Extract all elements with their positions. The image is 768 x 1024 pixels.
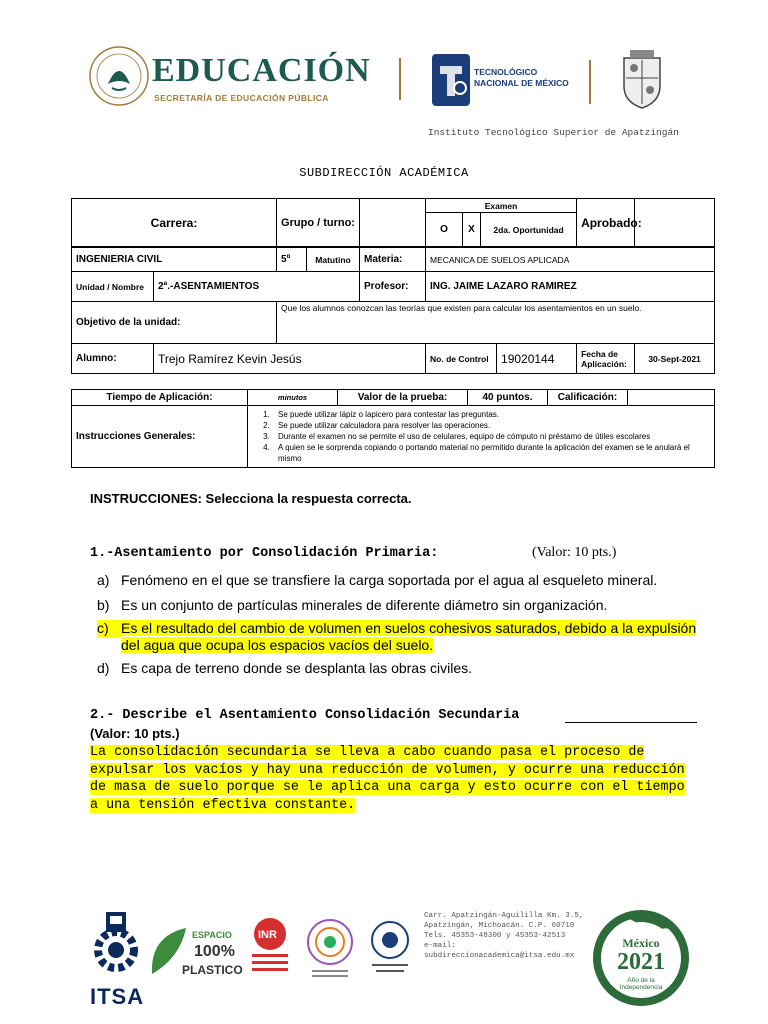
itsa-wordmark: ITSA: [90, 984, 145, 1009]
tecnm-name: [474, 67, 569, 89]
control-label: No. de Control: [426, 344, 497, 374]
examen-label: Examen: [426, 199, 577, 213]
option-letter: c): [97, 620, 121, 637]
fecha-value: 30-Sept-2021: [635, 344, 715, 374]
fecha-label: Fecha de Aplicación:: [577, 344, 635, 374]
valor-label: Valor de la prueba:: [338, 390, 468, 406]
department-title: SUBDIRECCIÓN ACADÉMICA: [299, 166, 469, 180]
answer-text: La consolidación secundaria se lleva a cabo cuando pasa el proceso de expulsar los vacíos y hay una reducción de volumen, y ocurre una reducción de masa de suelo porque se le aplica una carga y esto ocurre con el tiempo a una tensión efectiva constante.: [90, 745, 685, 813]
exam-info-table: [71, 198, 715, 374]
email-label: e-mail:: [424, 942, 456, 950]
inr-certification-logo: [248, 916, 292, 986]
email-line: subdireccionacademica@itsa.edu.mx: [424, 952, 575, 960]
aprobado-value: [635, 199, 715, 247]
year-caption: Año de la Independencia: [619, 977, 663, 991]
option-text: Fenómeno en el que se transfiere la carga soportada por el agua al esqueleto mineral.: [121, 572, 658, 588]
svg-text:INR: INR: [258, 929, 277, 941]
grupo-label: Grupo / turno:: [277, 199, 360, 247]
option-letter: d): [97, 660, 110, 676]
unidad-value: 2ª.-ASENTAMIENTOS: [154, 272, 360, 302]
x-label: X: [463, 213, 481, 247]
general-instructions-list: [250, 409, 712, 464]
instruction-item: 2. Se puede utilizar calculadora para resolver las operaciones.: [272, 420, 712, 431]
materia-label: Materia:: [360, 248, 426, 272]
mexico-text: México: [622, 936, 660, 950]
gender-equality-seal-logo: [304, 916, 356, 982]
alumno-value: Trejo Ramírez Kevin Jesús: [154, 344, 426, 374]
option-text: Es capa de terreno donde se desplanta las obras civiles.: [121, 660, 472, 676]
tecnm-logo-icon: [430, 52, 472, 108]
option-letter: b): [97, 597, 110, 613]
address-line: Carr. Apatzingán-Aguililla Km. 3.5,: [424, 912, 584, 920]
turno-value: Matutino: [307, 248, 360, 272]
option-c-selected: [97, 620, 715, 654]
contact-info: [424, 911, 584, 961]
unidad-label: Unidad / Nombre: [72, 272, 154, 302]
mexico-coat-of-arms-logo: [88, 44, 150, 108]
tecnm-line1: TECNOLÓGICO: [474, 67, 538, 77]
instructions-heading: INSTRUCCIONES: Selecciona la respuesta correcta.: [90, 491, 412, 506]
control-value: 19020144: [497, 344, 577, 374]
o-label: O: [426, 213, 463, 247]
question-1-title: 1.-Asentamiento por Consolidación Primaria:: [90, 546, 439, 561]
exam-details-table: [71, 389, 715, 468]
objetivo-value: Que los alumnos conozcan las teorías que existen para calcular los asentamientos en un suelo.: [277, 302, 715, 344]
grupo-value: 5º: [277, 248, 307, 272]
itsa-gear-logo: [92, 910, 140, 982]
option-d: [97, 660, 717, 677]
option-letter: a): [97, 572, 110, 588]
option-b: [97, 597, 717, 614]
libre-de-plastico-logo: [146, 918, 243, 982]
svg-text:ESPACIO: ESPACIO: [192, 930, 232, 940]
header-divider-2: [589, 60, 591, 104]
question-2-title: 2.- Describe el Asentamiento Consolidación Secundaria: [90, 708, 520, 723]
carrera-value: INGENIERIA CIVIL: [72, 248, 277, 272]
alumno-label: Alumno:: [72, 344, 154, 374]
question-1-value: (Valor: 10 pts.): [532, 545, 617, 560]
blank-cell: [360, 199, 426, 247]
year-text: 2021: [617, 949, 665, 975]
sep-subtitle: SECRETARÍA DE EDUCACIÓN PÚBLICA: [154, 93, 329, 103]
instruction-item: 3. Durante el examen no se permite el uso de celulares, equipo de cómputo ni préstamo de útiles escolares: [272, 431, 712, 442]
address-line: Apatzingán, Michoacán. C.P. 60710: [424, 922, 575, 930]
michoacan-shield-logo: [620, 48, 664, 110]
tiempo-label: Tiempo de Aplicación:: [72, 390, 248, 406]
carrera-label: Carrera:: [72, 199, 277, 247]
calificacion-value: [628, 390, 715, 406]
phone-line: Tels. 45353-48300 y 45353-42513: [424, 932, 566, 940]
question-2-value: (Valor: 10 pts.): [90, 726, 180, 741]
education-title: EDUCACIÓN: [152, 52, 371, 89]
materia-value: MECANICA DE SUELOS APLICADA: [426, 248, 715, 272]
option-a: [97, 572, 717, 589]
valor-value: 40 puntos.: [468, 390, 548, 406]
svg-text:100%: 100%: [194, 943, 235, 960]
objetivo-label: Objetivo de la unidad:: [72, 302, 277, 344]
calificacion-label: Calificación:: [548, 390, 628, 406]
option-text: Es un conjunto de partículas minerales de diferente diámetro sin organización.: [121, 597, 608, 613]
option-text: Es el resultado del cambio de volumen en suelos cohesivos saturados, debido a la expulsión del agua que ocupa los espacios vacíos del suelo.: [121, 620, 697, 653]
aprobado-label: Aprobado:: [577, 199, 635, 247]
instrucciones-label: Instrucciones Generales:: [72, 406, 248, 468]
question-2-answer: [90, 744, 700, 814]
global-compact-logo: [364, 918, 416, 978]
header-divider: [399, 58, 401, 100]
institute-name: Instituto Tecnológico Superior de Apatzingán: [428, 127, 679, 138]
mexico-2021-logo: [594, 906, 688, 1006]
oportunidad-label: 2da. Oportunidad: [481, 213, 577, 247]
svg-text:PLASTICO: PLASTICO: [182, 963, 243, 977]
answer-blank-line: [565, 722, 697, 723]
profesor-value: ING. JAIME LAZARO RAMIREZ: [426, 272, 715, 302]
tecnm-line2: NACIONAL DE MÉXICO: [474, 78, 569, 88]
minutos-value: minutos: [248, 390, 338, 406]
profesor-label: Profesor:: [360, 272, 426, 302]
instruction-item: 1. Se puede utilizar lápiz o lapicero para contestar las preguntas.: [272, 409, 712, 420]
instruction-item: 4. A quien se le sorprenda copiando o portando material no permitido durante la aplicación del examen se le anulará el mismo: [272, 442, 712, 464]
